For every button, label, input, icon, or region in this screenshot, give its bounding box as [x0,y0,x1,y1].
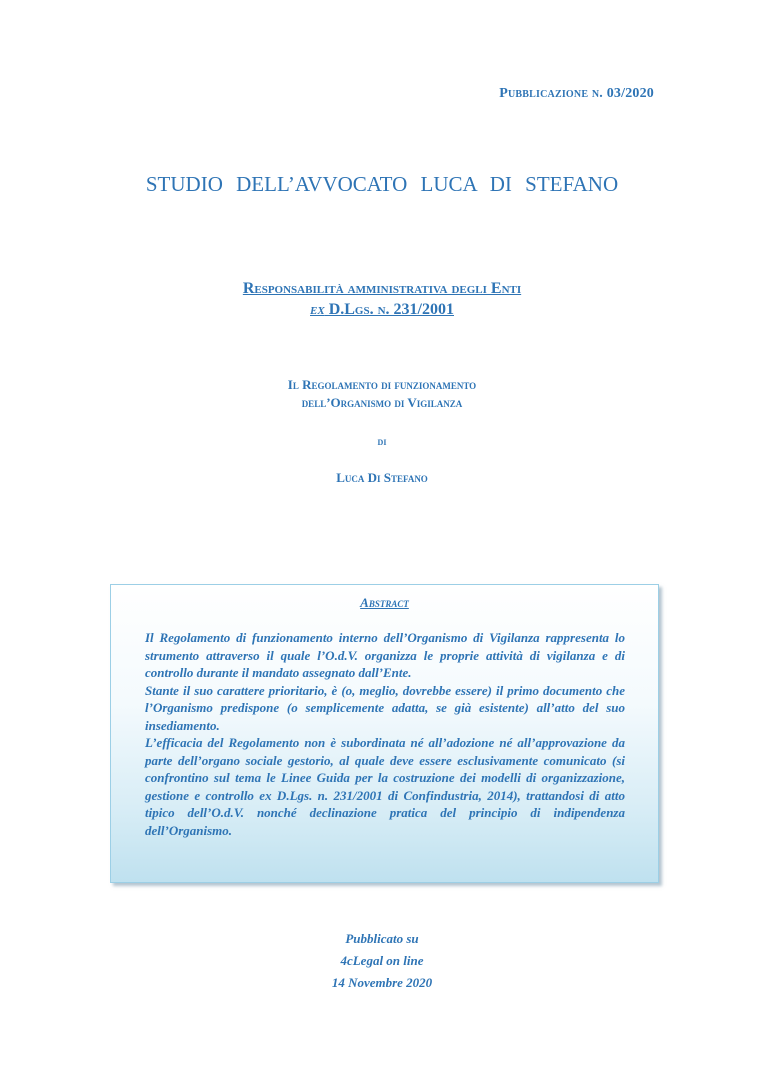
publication-footer [0,928,764,994]
by-label: di [377,434,387,448]
publication-date: 14 Novembre 2020 [331,975,433,990]
abstract-box [110,584,659,883]
published-on-label: Pubblicato su [345,931,419,946]
article-title-line-2: dell’Organismo di Vigilanza [301,395,463,410]
article-title-line-1: Il Regolamento di funzionamento [287,377,477,392]
abstract-body [145,629,625,839]
studio-name: STUDIO DELL’AVVOCATO LUCA DI STEFANO [145,172,619,196]
topic-line-2 [0,299,764,320]
topic-ex: ex [310,301,325,318]
topic-heading [0,278,764,320]
publication-number: Pubblicazione n. 03/2020 [499,86,654,101]
abstract-paragraph: Stante il suo carattere prioritario, è (o, meglio, dovrebbe essere) il primo documento che l’Organismo predispone (o semplicemente adatta, se già esistente) all’atto del suo insediamento. [145,682,625,733]
abstract-heading: Abstract [360,595,409,610]
author-name: Luca Di Stefano [336,470,428,485]
article-title [0,376,764,412]
publisher-name: 4cLegal on line [340,953,424,968]
abstract-paragraph: Il Regolamento di funzionamento interno dell’Organismo di Vigilanza rappresenta lo strumento attraverso il quale l’O.d.V. organizza le proprie attività di vigilanza e di controllo durante il mandato assegnato dall’Ente. [145,630,625,680]
topic-law: D.Lgs. n. 231/2001 [324,301,454,318]
topic-line-1: Responsabilità amministrativa degli Enti [242,280,522,297]
abstract-paragraph: L’efficacia del Regolamento non è subordinata né all’adozione né all’approvazione da parte dell’organo sociale gestorio, al quale deve essere esclusivamente comunicato (si confrontino sul tema le Linee Guida per la costruzione dei modelli di organizzazione, gestione e controllo ex D.Lgs. n. 231/2001 di Confindustria, 2014), trattandosi di atto tipico dell’O.d.V. nonché declinazione pratica del principio di indipendenza dell’Organismo. [145,735,625,838]
